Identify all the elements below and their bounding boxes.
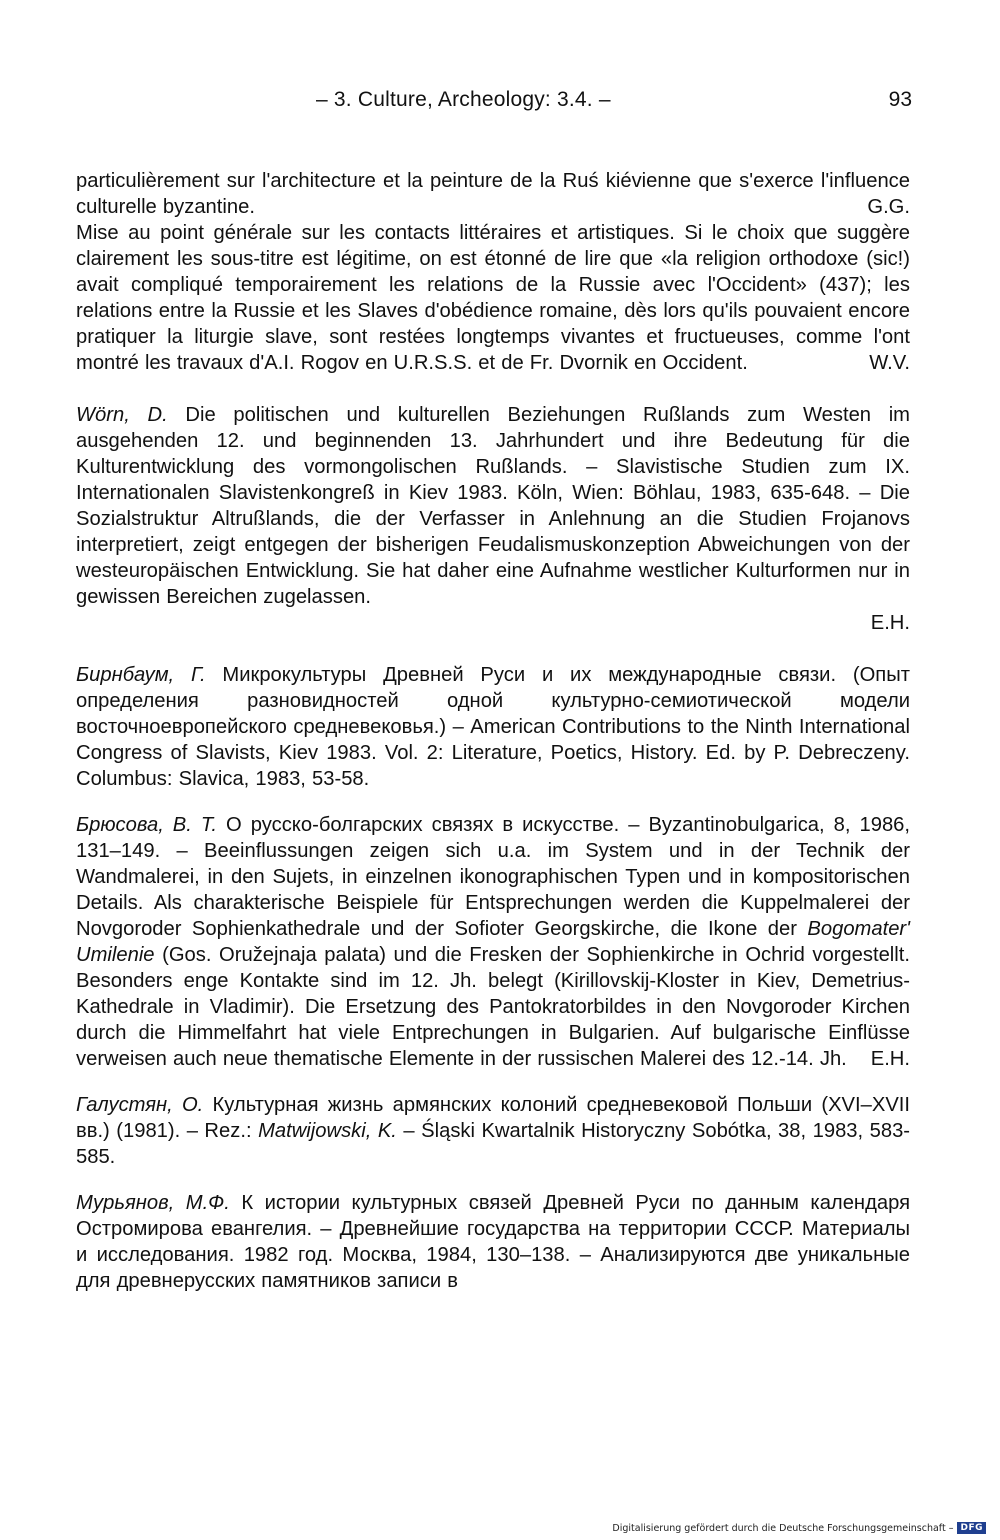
running-header [76,88,910,122]
entry-galustyan [76,1092,910,1170]
page-number: 93 [888,88,912,111]
reviewer-initials: W.V. [869,352,910,374]
reviewer-initials: G.G. [867,196,910,218]
entry-text: (Gos. Oružejnaja palata) und die Fresken der Sophienkirche in Ochrid vorgestellt. Besonders enge Kontakte sind im 12. Jh. belegt (Kirillovskij-Kloster in Kiev, Demetrius-Kathedrale in Vladimir). Die Ersetzung des Pantokratorbildes in den Novgoroder Kirchen durch die Himmelfahrt hat viele Entprechungen in Bulgarien. Auf bulgarische Einflüsse verweisen auch neue thematische Elemente in der russischen Malerei des 12.-14. Jh. [76,944,910,1070]
entry-text: О русско-болгарских связях в искусстве. – Byzantinobulgarica, 8, 1986, 131–149. – Beeinflussungen zeigen sich u.a. im System und in der Technik der Wandmalerei, in den Sujets, in einzelnen ikonographischen Typen und in kompositorischen Details. Als charakterische Beispiele für Entsprechungen werden die Kuppelmalerei der Novgoroder Sophienkathedrale und der Sofioter Georgskirche, die Ikone der [76,814,911,940]
reviewer-initials: E.H. [870,1048,910,1070]
reviewer-initials: E.H. [870,612,910,634]
entry-birnbaum [76,662,910,792]
section-title: – 3. Culture, Archeology: 3.4. – [316,88,611,111]
entry-text: particulièrement sur l'architecture et la peinture de la Ruś kiévienne que s'exerce l'influence culturelle byzantine. [76,170,910,218]
entry-review [76,220,910,376]
entry-text: Микрокультуры Древней Руси и их международные связи. (Опыт определения разновидностей одной культурно-семиотической модели восточноевропейского средневековья.) – American Contributions to the Ninth International Congress of Slavists, Kiev 1983. Vol. 2: Literature, Poetics, History. Ed. by P. Debreczeny. Columbus: Slavica, 1983, 53-58. [76,664,910,790]
entry-author: Бирнбаум, Г. [76,664,206,686]
page [76,88,912,1292]
entry-text: Культурная жизнь армянских колоний средневековой Польши (XVI–XVII вв.) (1981). – Rez.: [76,1094,910,1142]
entry-author: Галустян, О. [76,1094,204,1116]
entry-author: Брюсова, В. Т. [76,814,218,836]
entry-italic-reviewer: Matwijowski, K. [258,1120,397,1142]
footer-text: Digitalisierung gefördert durch die Deutsche Forschungsgemeinschaft – [612,1522,954,1534]
entry-text: Die politischen und kulturellen Beziehungen Rußlands zum Westen im ausgehenden 12. und beginnenden 13. Jahrhundert und ihre Bedeutung für die Kulturentwicklung des vormongolischen Rußlands. – Slavistische Studien zum IX. Internationalen Slavistenkongreß in Kiev 1983. Köln, Wien: Böhlau, 1983, 635-648. – Die Sozialstruktur Altrußlands, die der Verfasser in Anlehnung an die Studien Frojanovs interpretiert, zeigt entgegen der bisherigen Feudalismuskonzeption Abweichungen von der westeuropäischen Entwicklung. Sie hat daher eine Aufnahme westlicher Kulturformen nur in gewissen Bereichen zugelassen. [76,404,911,608]
entry-bryusova [76,812,910,1072]
entry-continuation [76,168,910,220]
entry-text: Mise au point générale sur les contacts littéraires et artistiques. Si le choix que suggère clairement les sous-titre est légitime, on est étonné de lire que «la religion orthodoxe (sic!) avait compliqué temporairement les relations de la Russie avec l'Occident» (437); les relations entre la Russie et les Slaves d'obédience romaine, dès lors qu'ils pouvaient encore pratiquer la liturgie slave, sont restées longtemps vivantes et fructueuses, comme l'ont montré les travaux d'A.I. Rogov en U.R.S.S. et de Fr. Dvornik en Occident. [76,222,910,374]
entry-author: Мурьянов, М.Ф. [76,1192,230,1214]
entry-text: – Śląski Kwartalnik Historyczny Sobótka, 38, 1983, 583-585. [76,1120,911,1168]
entry-worn [76,402,910,610]
bibliography-entries [76,168,910,1294]
entry-initials-line [76,610,910,636]
entry-muryanov [76,1190,910,1294]
dfg-logo: DFG [957,1522,986,1534]
entry-italic-title: Bogomater' Umilenie [76,918,911,966]
entry-author: Wörn, D. [76,404,168,426]
entry-text: К истории культурных связей Древней Руси по данным календаря Остромирова евангелия. – Древнейшие государства на территории СССР. Материалы и исследования. 1982 год. Москва, 1984, 130–138. – Анализируются две уникальные для древнерусских памятников записи в [76,1192,911,1292]
digitization-footer [612,1522,986,1534]
